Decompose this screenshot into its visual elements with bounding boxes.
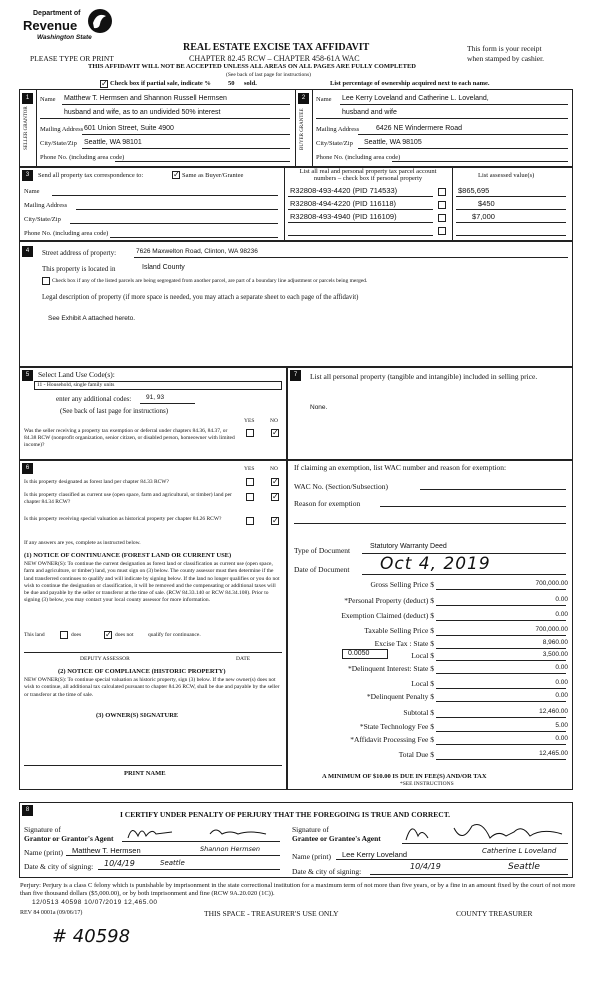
buyer-city[interactable]: Seattle, WA 98105: [364, 139, 422, 146]
subtotal-label: Subtotal $: [403, 708, 434, 717]
assessor-date-label: DATE: [236, 656, 251, 662]
seller-name-label: Name: [40, 96, 56, 103]
located-label: This property is located in: [42, 265, 116, 273]
perjury-statement: Perjury: Perjury is a class C felony which is punishable by imprisonment in the state correctional institution for a maximum term of not more than five years, or by a fine in an amount fixed by the court of not more than five thousand dollars ($5,000.00), or by both imprisonment and fine (RCW 9A.20.020 (1C)).: [20, 882, 576, 897]
street-label: Street address of property:: [42, 249, 117, 257]
does-not-qualify-checkbox[interactable]: ✓: [105, 630, 112, 639]
grantor-date[interactable]: 10/4/19: [104, 859, 135, 868]
current-use-no-checkbox[interactable]: ✓: [272, 492, 279, 501]
section-4-box: [19, 241, 573, 367]
personal-property-value[interactable]: None.: [310, 404, 328, 411]
parcel-value-1[interactable]: $865,695: [458, 186, 490, 195]
buyer-name-label: Name: [316, 96, 332, 103]
grantor-agent-label: Grantor or Grantor's Agent: [24, 834, 114, 843]
section-1-badge: 1: [22, 93, 33, 104]
form-chapter: CHAPTER 82.45 RCW – CHAPTER 458-61A WAC: [189, 54, 360, 63]
current-use-no: NO: [270, 466, 278, 472]
exemption-yes-checkbox[interactable]: [246, 429, 254, 437]
doc-date-label: Date of Document: [294, 565, 350, 574]
grantee-sig-label: Signature of: [292, 825, 329, 834]
receipt-note-1: This form is your receipt: [467, 44, 542, 53]
local-rate: 0.0050: [348, 650, 370, 657]
legal-description[interactable]: See Exhibit A attached hereto.: [48, 315, 136, 322]
land-use-yes: YES: [244, 418, 255, 424]
grantee-agent-label: Grantee or Grantee's Agent: [292, 834, 381, 843]
section-5-badge: 5: [22, 370, 33, 381]
grantee-name-label: Name (print): [292, 852, 331, 861]
does-label: does: [71, 632, 82, 638]
forest-land-question: Is this property designated as forest land per chapter 84.33 RCW?: [24, 479, 169, 485]
buyer-city-label: City/State/Zip: [316, 140, 353, 147]
parcel-personal-checkbox-4[interactable]: [438, 227, 446, 235]
seller-city-label: City/State/Zip: [40, 140, 77, 147]
gross-label: Gross Selling Price $: [370, 580, 434, 589]
land-use-code: 11 - Household, single family units: [37, 382, 115, 388]
section-6-box: [19, 460, 287, 790]
grantee-date-label: Date & city of signing:: [292, 867, 362, 876]
buyer-mailing[interactable]: 6426 NE Windermere Road: [376, 125, 462, 132]
reason-label: Reason for exemption: [294, 499, 361, 508]
grantee-signature: [402, 818, 574, 844]
seller-mailing-label: Mailing Address: [40, 126, 84, 133]
additional-codes-label: enter any additional codes:: [56, 395, 132, 403]
rev-number: REV 84 0001a (09/06/17): [20, 910, 83, 916]
same-as-buyer-checkbox[interactable]: ✓: [173, 170, 180, 179]
notice-compliance-text: NEW OWNER(S): To continue special valuation as historic property, sign (3) below. If the new owner(s) does not wish to continue, all additional tax calculated pursuant to chapter 84.26 RCW, shall be due and payable by the seller or transferor at the time of sale.: [24, 677, 280, 698]
technology-fee-label: *State Technology Fee $: [359, 722, 434, 731]
parcel-value-2[interactable]: $450: [478, 199, 495, 208]
buyer-name[interactable]: Lee Kerry Loveland and Catherine L. Loveland,: [342, 95, 489, 102]
forest-no-checkbox[interactable]: ✓: [272, 477, 279, 486]
section-3-badge: 3: [22, 170, 33, 181]
logo-dept-top: Department of: [33, 10, 81, 17]
cashier-stamp: 12/0513 40598 10/07/2019 12,465.00: [32, 899, 158, 906]
delinquent-state-value[interactable]: 0.00: [555, 664, 568, 671]
delinquent-local-value[interactable]: 0.00: [555, 679, 568, 686]
grantee-name[interactable]: Lee Kerry Loveland: [342, 850, 408, 859]
exemption-claim-label: If claiming an exemption, list WAC number and reason for exemption:: [294, 463, 507, 472]
partial-sale-value: 50: [228, 80, 235, 87]
logo-dept-state: Washington State: [37, 34, 92, 41]
buyer-phone-label: Phone No. (including area code): [316, 154, 401, 161]
exemption-deduct-label: Exemption Claimed (deduct) $: [341, 611, 434, 620]
notice-continuance-text: NEW OWNER(S): To continue the current designation as forest land or classification as current use (open space, farm and agriculture, or timber) land, you must sign on (3) below. The county assessor must then determine if the land transferred continues to qualify and will indicate by signing below. If the land no longer qualifies or you do not wish to continue the designation or classification, it will be removed and the compensating or additional taxes will be due and payable by the seller or transferor at the time of sale. (RCW 84.33.140 or RCW 84.34.108). Prior to signing (3) below, you may contact your local county assessor for more information.: [24, 561, 280, 604]
historic-no-checkbox[interactable]: ✓: [272, 516, 279, 525]
personal-deduct-label: *Personal Property (deduct) $: [344, 596, 434, 605]
grantee-city[interactable]: Seattle: [508, 862, 540, 872]
does-qualify-checkbox[interactable]: [60, 631, 68, 639]
historic-yes-checkbox[interactable]: [246, 517, 254, 525]
certify-statement: I CERTIFY UNDER PENALTY OF PERJURY THAT THE FOREGOING IS TRUE AND CORRECT.: [120, 810, 451, 819]
same-as-buyer-label: Same as Buyer/Grantee: [182, 172, 244, 179]
assessed-header: List assessed value(s): [478, 172, 535, 179]
corr-mailing-label: Mailing Address: [24, 202, 68, 209]
see-back-note: (See back of last page for instructions): [226, 72, 311, 78]
affidavit-fee-value[interactable]: 0.00: [555, 735, 568, 742]
handwritten-number: # 40598: [52, 926, 131, 947]
exemption-no-checkbox[interactable]: ✓: [272, 428, 279, 437]
this-land-label: This land: [24, 632, 45, 638]
grantor-name[interactable]: Matthew T. Hermsen: [72, 846, 141, 855]
grantor-name-label: Name (print): [24, 848, 63, 857]
section-6-badge: 6: [22, 463, 33, 474]
technology-fee-value[interactable]: 5.00: [555, 722, 568, 729]
if-yes-note: If any answers are yes, complete as instructed below.: [24, 540, 141, 546]
exemption-deduct-value[interactable]: 0.00: [555, 611, 568, 618]
buyer-mailing-label: Mailing Address: [316, 126, 360, 133]
seller-name[interactable]: Matthew T. Hermsen and Shannon Russell Hermsen: [64, 95, 227, 102]
land-use-select-label: Select Land Use Code(s):: [38, 370, 115, 379]
gross-value[interactable]: 700,000.00: [535, 580, 568, 587]
doc-type[interactable]: Statutory Warranty Deed: [370, 543, 447, 550]
total-due-label: Total Due $: [398, 750, 434, 759]
current-use-yes: YES: [244, 466, 255, 472]
parcel-personal-checkbox-2[interactable]: [438, 201, 446, 209]
taxable-label: Taxable Selling Price $: [364, 626, 434, 635]
affidavit-fee-label: *Affidavit Processing Fee $: [350, 735, 434, 744]
personal-deduct-value[interactable]: 0.00: [555, 596, 568, 603]
grantor-signature: [126, 822, 276, 842]
section-4-badge: 4: [22, 246, 33, 257]
form-warning: THIS AFFIDAVIT WILL NOT BE ACCEPTED UNLESS ALL AREAS ON ALL PAGES ARE FULLY COMPLETED: [88, 63, 416, 70]
percentage-note: List percentage of ownership acquired next to each name.: [330, 80, 490, 87]
owner-signature-label: (3) OWNER(S) SIGNATURE: [96, 712, 179, 719]
land-use-see-back: (See back of last page for instructions): [60, 407, 169, 415]
grantee-name-2[interactable]: Catherine L Loveland: [482, 847, 557, 855]
grantor-city[interactable]: Seattle: [160, 859, 185, 867]
print-name-label: PRINT NAME: [124, 770, 166, 777]
excise-state-value[interactable]: 8,960.00: [542, 639, 568, 646]
logo-dept-name: Revenue: [23, 18, 78, 33]
delinquent-state-label: *Delinquent Interest: State $: [347, 664, 434, 673]
delinquent-penalty-label: *Delinquent Penalty $: [366, 692, 434, 701]
parcel-value-3[interactable]: $7,000: [472, 212, 495, 221]
property-county[interactable]: Island County: [142, 264, 185, 271]
treasurer-space: THIS SPACE - TREASURER'S USE ONLY: [204, 909, 339, 918]
taxable-value[interactable]: 700,000.00: [535, 626, 568, 633]
seller-mailing[interactable]: 601 Union Street, Suite 4900: [84, 125, 174, 132]
wac-label: WAC No. (Section/Subsection): [294, 482, 388, 491]
receipt-note-2: when stamped by cashier.: [467, 54, 545, 63]
notice-continuance-title: (1) NOTICE OF CONTINUANCE (FOREST LAND OR CURRENT USE): [24, 552, 232, 559]
notice-compliance-title: (2) NOTICE OF COMPLIANCE (HISTORIC PROPERTY): [58, 668, 226, 675]
logo-swirl-icon: [87, 8, 113, 34]
parcel-list-header: List all real and personal property tax parcel account numbers – check box if personal property: [299, 168, 437, 182]
section-2-badge: 2: [298, 93, 309, 104]
personal-property-label: List all personal property (tangible and intangible) included in selling price.: [310, 372, 538, 381]
see-instructions: *SEE INSTRUCTIONS: [400, 781, 454, 787]
forest-yes-checkbox[interactable]: [246, 478, 254, 486]
current-use-yes-checkbox[interactable]: [246, 493, 254, 501]
grantee-date[interactable]: 10/4/19: [410, 862, 441, 871]
partial-sale-checkbox[interactable]: ✓: [101, 79, 108, 88]
corr-name-label: Name: [24, 188, 40, 195]
seller-name-line2[interactable]: husband and wife, as to an undivided 50% interest: [64, 109, 221, 116]
doc-date[interactable]: Oct 4, 2019: [380, 554, 491, 574]
dor-logo: [23, 8, 119, 44]
subtotal-value[interactable]: 12,460.00: [539, 708, 568, 715]
partial-sale-suffix: sold.: [244, 80, 257, 87]
seller-side-label: SELLER GRANTOR: [24, 106, 29, 150]
delinquent-local-label: Local $: [411, 679, 434, 688]
doc-type-label: Type of Document: [294, 546, 351, 555]
excise-local-label: Local $: [411, 651, 434, 660]
seller-city[interactable]: Seattle, WA 98101: [84, 139, 142, 146]
minimum-note: A MINIMUM OF $10.00 IS DUE IN FEE(S) AND/OR TAX: [322, 773, 487, 780]
excise-local-value[interactable]: 3,500.00: [542, 651, 568, 658]
total-due-value[interactable]: 12,465.00: [539, 750, 568, 757]
qualify-label: qualify for continuance.: [148, 632, 201, 638]
corr-phone-label: Phone No. (including area code): [24, 230, 109, 237]
parcel-personal-checkbox-1[interactable]: [438, 188, 446, 196]
partial-sale-label: Check box if partial sale, indicate %: [110, 80, 211, 87]
deputy-assessor-label: DEPUTY ASSESSOR: [80, 656, 130, 662]
grantor-sig-label: Signature of: [24, 825, 61, 834]
current-use-question: Is this property classified as current use (open space, farm and agricultural, or timber) land per chapter 84.34 RCW?: [24, 492, 232, 505]
parcel-personal-checkbox-3[interactable]: [438, 214, 446, 222]
property-street[interactable]: 7626 Maxwelton Road, Clinton, WA 98236: [136, 248, 258, 255]
segregated-label: Check box if any of the listed parcels are being segregated from another parcel, are part of a boundary line adjustment or parcels being merged.: [52, 278, 368, 284]
section-8-badge: 8: [22, 805, 33, 816]
parcel-number-2[interactable]: R32808-494-4220 (PID 116118): [290, 199, 397, 208]
please-type: PLEASE TYPE OR PRINT: [30, 54, 114, 63]
legal-description-label: Legal description of property (if more space is needed, you may attach a separate sheet to each page of the affidavit): [42, 294, 359, 301]
additional-codes[interactable]: 91, 93: [146, 394, 165, 401]
does-not-label: does not: [115, 632, 134, 638]
county-treasurer: COUNTY TREASURER: [456, 909, 533, 918]
exemption-question: Was the seller receiving a property tax exemption or deferral under chapters 84.36, 84.37, or 84.38 RCW (nonprofit organization, senior citizen, or disabled person, homeowner with limited income)?: [24, 428, 235, 448]
grantor-name-2[interactable]: Shannon Hermsen: [200, 845, 261, 853]
buyer-name-line2[interactable]: husband and wife: [342, 109, 397, 116]
grantor-date-label: Date & city of signing:: [24, 862, 94, 871]
correspondence-send-label: Send all property tax correspondence to:: [38, 172, 144, 179]
parcel-number-3[interactable]: R32808-493-4940 (PID 116109): [290, 212, 397, 221]
segregated-checkbox[interactable]: [42, 277, 50, 285]
excise-state-label: Excise Tax : State $: [374, 639, 434, 648]
section-7-badge: 7: [290, 370, 301, 381]
delinquent-penalty-value[interactable]: 0.00: [555, 692, 568, 699]
land-use-no: NO: [270, 418, 278, 424]
buyer-side-label: BUYER GRANTEE: [300, 108, 305, 150]
form-title: REAL ESTATE EXCISE TAX AFFIDAVIT: [183, 42, 370, 53]
parcel-number-1[interactable]: R32808-493-4420 (PID 714533): [290, 186, 398, 195]
seller-phone-label: Phone No. (including area code): [40, 154, 125, 161]
corr-city-label: City/State/Zip: [24, 216, 61, 223]
historic-question: Is this property receiving special valuation as historical property per chapter 84.26 RCW?: [24, 516, 222, 522]
